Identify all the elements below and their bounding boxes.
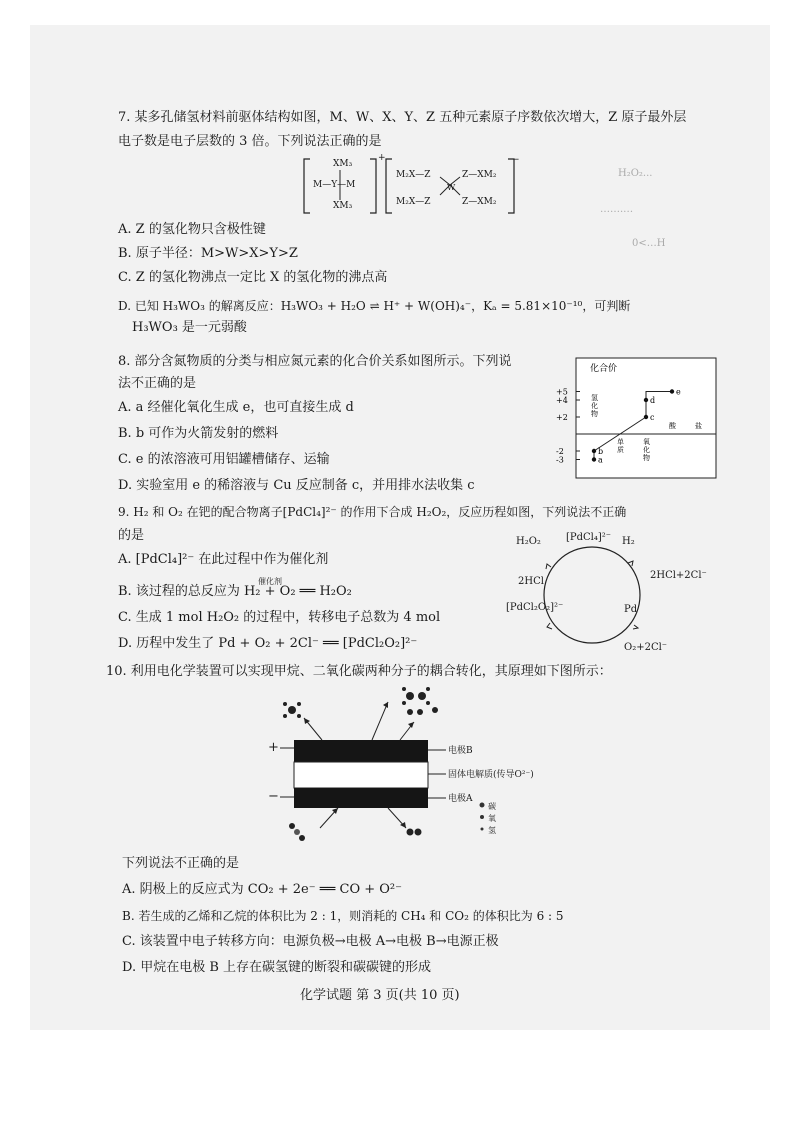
q7-option-a: A. Z 的氢化物只含极性键 [118, 222, 266, 237]
q7-cation-bottom: XM₃ [333, 201, 353, 211]
q9-option-b: B. 该过程的总反应为 H₂ + O₂ ══ H₂O₂ [118, 584, 352, 599]
q8-option-a: A. a 经催化氧化生成 e，也可直接生成 d [118, 400, 354, 415]
solid-electrolyte [294, 762, 428, 788]
q7-option-c: C. Z 的氢化物沸点一定比 X 的氢化物的沸点高 [118, 270, 388, 285]
chart-point-c [644, 415, 648, 419]
ethylene-ethane-molecule-icon [402, 687, 438, 715]
q10-option-d: D. 甲烷在电极 B 上存在碳氢键的断裂和碳碳键的形成 [122, 960, 432, 975]
q10-option-a: A. 阴极上的反应式为 CO₂ + 2e⁻ ══ CO + O²⁻ [122, 882, 402, 897]
chart-point-e [670, 389, 674, 393]
methane-molecule-icon [283, 702, 301, 718]
legend-oxygen: 氧 [488, 814, 496, 823]
q9-option-c: C. 生成 1 mol H₂O₂ 的过程中，转移电子总数为 4 mol [118, 610, 441, 625]
q10-option-c: C. 该装置中电子转移方向：电源负极→电极 A→电极 B→电源正极 [122, 934, 499, 949]
page-footer: 化学试题 第 3 页(共 10 页) [300, 988, 460, 1003]
q7-option-b: B. 原子半径：M>W>X>Y>Z [118, 246, 298, 261]
q7-stem-line1: 7. 某多孔储氢材料前驱体结构如图，M、W、X、Y、Z 五种元素原子序数依次增大，Z 原子最外层 [118, 110, 687, 125]
chart-point-b [592, 449, 596, 453]
q7-cation-middle: M—Y—M [313, 180, 356, 190]
chart-y-tick: +4 [556, 396, 568, 405]
q7-option-d-cont: H₃WO₃ 是一元弱酸 [132, 320, 247, 335]
nitrogen-valence-chart [554, 356, 724, 486]
q9-option-d: D. 历程中发生了 Pd + O₂ + 2Cl⁻ ══ [PdCl₂O₂]²⁻ [118, 636, 418, 651]
q7-anion-lower-left: M₂X—Z [396, 197, 431, 207]
electrode-b [294, 740, 428, 762]
cycle-pdcl2o2: [PdCl₂O₂]²⁻ [506, 602, 564, 613]
cycle-o2-2cl: O₂+2Cl⁻ [624, 642, 668, 653]
q7-cation-top: XM₃ [333, 159, 353, 169]
cycle-2hcl: 2HCl [518, 576, 544, 587]
chart-point-label: a [598, 455, 603, 465]
q8-stem-line1: 8. 部分含氮物质的分类与相应氮元素的化合价关系如图所示。下列说 [118, 354, 512, 369]
q9-stem-line2: 的是 [118, 528, 145, 543]
chart-point-d [644, 398, 648, 402]
chart-x-category: 盐 [695, 422, 702, 430]
q7-anion-center: W [447, 183, 456, 192]
q7-stem-line2: 电子数是电子层数的 3 倍。下列说法正确的是 [118, 134, 382, 149]
cycle-pdcl4: [PdCl₄]²⁻ [566, 532, 612, 543]
margin-note-3: 0<…H [632, 238, 666, 249]
chart-point-label: c [650, 413, 655, 422]
q7-option-d: D. 已知 H₃WO₃ 的解离反应：H₃WO₃ + H₂O ⇌ H⁺ + W(OH)₄⁻，Kₐ = 5.81×10⁻¹⁰，可判断 [118, 299, 631, 313]
label-electrolyte: 固体电解质(传导O²⁻) [448, 770, 534, 780]
q10-stem: 10. 利用电化学装置可以实现甲烷、二氧化碳两种分子的耦合转化，其原理如下图所示： [106, 664, 612, 679]
legend-oxygen-icon [480, 815, 484, 819]
q8-option-b: B. b 可作为火箭发射的燃料 [118, 426, 279, 441]
q7-cation-charge: + [378, 153, 386, 163]
label-electrode-b: 电极B [448, 746, 473, 756]
label-plus: + [268, 740, 279, 755]
margin-note-1: H₂O₂... [618, 168, 653, 179]
chart-y-tick: +5 [556, 387, 568, 397]
q7-anion-upper-left: M₂X—Z [396, 170, 431, 180]
chart-x-category: 单质 [617, 438, 624, 454]
chart-x-category: 氧化物 [643, 438, 650, 462]
legend-carbon-icon [480, 803, 485, 808]
q8-option-d: D. 实验室用 e 的稀溶液与 Cu 反应制备 c，并用排水法收集 c [118, 478, 475, 493]
cycle-pd: Pd [624, 604, 638, 615]
cycle-2hcl-2cl: 2HCl+2Cl⁻ [650, 570, 707, 581]
q7-anion-upper-right: Z—XM₂ [462, 170, 497, 180]
chart-y-tick: +2 [556, 413, 568, 422]
margin-note-2: …….… [600, 204, 634, 215]
q10-option-b: B. 若生成的乙烯和乙烷的体积比为 2 : 1，则消耗的 CH₄ 和 CO₂ 的体积比为 6 : 5 [122, 909, 564, 923]
cycle-h2: H₂ [622, 536, 635, 547]
legend-hydrogen: 氢 [488, 826, 496, 835]
chart-point-a [592, 457, 596, 461]
co2-molecule-icon [289, 823, 305, 841]
chart-y-tick: -2 [556, 447, 564, 456]
label-electrode-a: 电极A [448, 794, 473, 804]
q9-catalyst-label: 催化剂 [258, 577, 282, 586]
chart-point-label: e [676, 387, 681, 397]
q8-stem-line2: 法不正确的是 [118, 376, 197, 391]
q8-option-c: C. e 的浓溶液可用铝罐槽储存、运输 [118, 452, 330, 467]
label-minus: − [268, 789, 279, 804]
chart-x-category: 酸 [669, 422, 676, 430]
q10-cell-diagram [260, 682, 570, 842]
q10-sub-stem: 下列说法不正确的是 [122, 856, 240, 871]
electrode-a [294, 788, 428, 808]
chart-y-tick: -3 [556, 455, 564, 465]
legend-carbon: 碳 [488, 802, 496, 811]
q7-anion-lower-right: Z—XM₂ [462, 197, 497, 207]
co-molecule-icon [407, 829, 422, 836]
q9-option-a: A. [PdCl₄]²⁻ 在此过程中作为催化剂 [118, 552, 329, 567]
cycle-h2o2: H₂O₂ [516, 536, 541, 547]
q9-stem-line1: 9. H₂ 和 O₂ 在钯的配合物离子[PdCl₄]²⁻ 的作用下合成 H₂O₂，反应历程如图，下列说法不正确 [118, 505, 627, 519]
chart-point-label: b [598, 447, 604, 456]
q7-anion-charge: − [512, 155, 520, 165]
legend-hydrogen-icon [481, 828, 484, 831]
chart-point-label: d [650, 396, 656, 405]
chart-ylabel: 化合价 [590, 364, 618, 374]
chart-x-category: 氢化物 [591, 394, 598, 418]
